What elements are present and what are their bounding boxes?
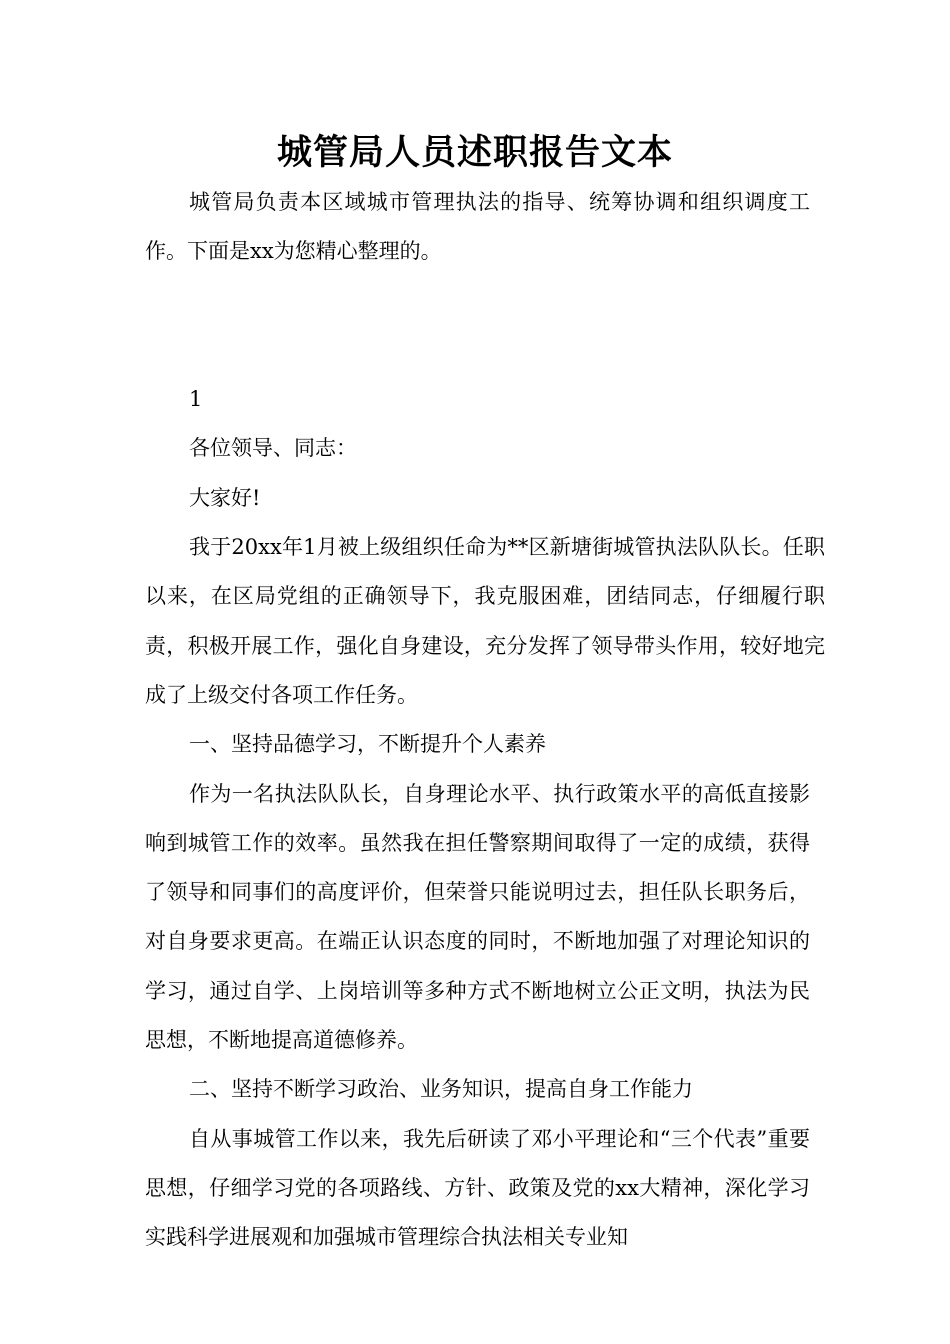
body-paragraph-appointment: 我于20xx年1月被上级组织任命为**区新塘街城管执法队队长。任职以来，在区局党组的正确领导下，我克服困难，团结同志，仔细履行职责，积极开展工作，强化自身建设，充分发挥了领导带头作用，较好地完成了上级交付各项工作任务。: [145, 535, 825, 707]
greeting: 大家好!: [189, 485, 261, 510]
document-body: [145, 178, 825, 1263]
heading-two: 二、坚持不断学习政治、业务知识，提高自身工作能力: [189, 1077, 693, 1102]
document-title: 城管局人员述职报告文本: [276, 133, 673, 173]
blank-spacer: [145, 277, 810, 376]
body-paragraph-study: 作为一名执法队队长，自身理论水平、执行政策水平的高低直接影响到城管工作的效率。虽然我在担任警察期间取得了一定的成绩，获得了领导和同事们的高度评价，但荣誉只能说明过去，担任队长职务后，对自身要求更高。在端正认识态度的同时，不断地加强了对理论知识的学习，通过自学、上岗培训等多种方式不断地树立公正文明，执法为民思想，不断地提高道德修养。: [145, 781, 810, 1053]
intro-paragraph: 城管局负责本区域城市管理执法的指导、统筹协调和组织调度工作。下面是xx为您精心整理的。: [145, 190, 810, 264]
salutation: 各位领导、同志：: [189, 436, 357, 461]
heading-one: 一、坚持品德学习，不断提升个人素养: [189, 732, 546, 757]
section-number: 1: [189, 387, 203, 412]
body-paragraph-politics: 自从事城管工作以来，我先后研读了邓小平理论和“三个代表”重要思想，仔细学习党的各项路线、方针、政策及党的xx大精神，深化学习实践科学进展观和加强城市管理综合执法相关专业知: [145, 1126, 810, 1250]
